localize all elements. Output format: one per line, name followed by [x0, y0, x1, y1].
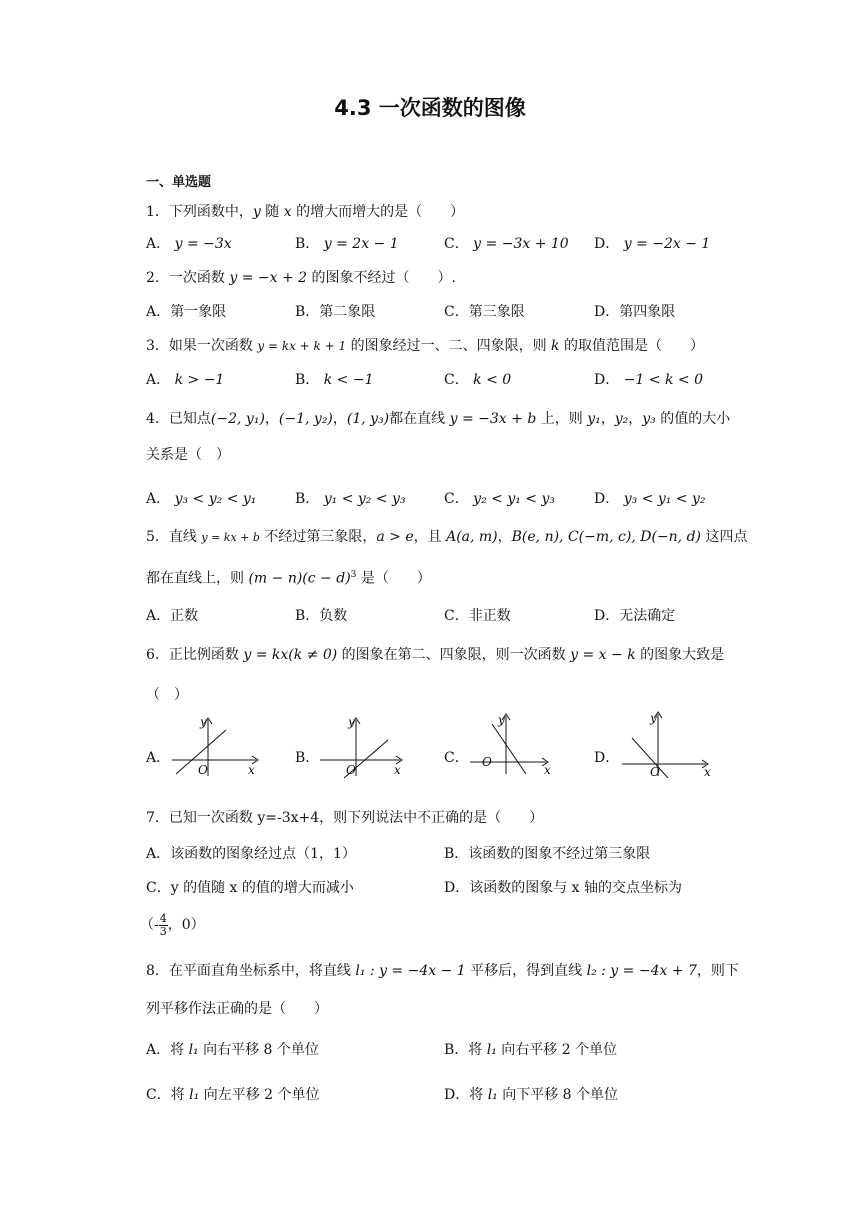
option-text: B．将: [444, 1042, 487, 1058]
q4-separator: ，: [600, 411, 615, 427]
q5-option-b[interactable]: B．负数: [295, 608, 348, 624]
q2-stem-text: 的图象不经过（ ）.: [307, 270, 456, 286]
q7-fraction: [159, 913, 168, 938]
q8-option-d[interactable]: [444, 1086, 618, 1104]
q6-stem-text: 6．正比例函数: [146, 647, 244, 663]
origin-label: O: [346, 763, 356, 777]
q5-condition: a > e: [376, 529, 414, 545]
q5-stem-text: 都在直线上，则: [146, 570, 249, 587]
q1-stem-text: 的增大而增大的是（ ）: [291, 204, 465, 220]
option-formula: k < 0: [473, 372, 512, 388]
q8-option-b[interactable]: [444, 1041, 617, 1059]
q1-var-x: x: [283, 204, 292, 220]
q5-stem-text: ，且: [413, 529, 447, 545]
option-label: B．: [295, 236, 320, 252]
option-formula: k > −1: [174, 372, 225, 388]
option-formula: y₃ < y₁ < y₂: [623, 491, 706, 507]
question-4-stem-line2: 关系是（ ）: [146, 447, 230, 463]
q8-option-a[interactable]: [146, 1041, 319, 1059]
q8-option-c[interactable]: [146, 1086, 320, 1104]
question-5-stem-line2: [146, 566, 431, 588]
q6-formula-2: y = x − k: [570, 647, 636, 663]
option-formula: y₃ < y₂ < y₁: [174, 491, 257, 507]
q6-option-d-label[interactable]: D．: [594, 750, 620, 766]
q6-stem-text: 的图象在第二、四象限，则一次函数: [337, 647, 571, 663]
axis-label-x: x: [394, 763, 401, 777]
option-label: A．: [146, 372, 171, 388]
option-label: D．: [594, 491, 620, 507]
q4-stem-text: 都在直线: [389, 411, 450, 427]
option-formula: y = 2x − 1: [323, 236, 399, 252]
axis-label-x: x: [704, 765, 711, 778]
graph-line: [492, 724, 526, 774]
option-text: 向右平移 2 个单位: [496, 1042, 618, 1058]
q2-option-c[interactable]: C．第三象限: [444, 304, 525, 320]
q7-option-a[interactable]: A．该函数的图象经过点（1，1）: [146, 846, 356, 862]
option-text: 向左平移 2 个单位: [199, 1087, 320, 1103]
origin-label: O: [482, 755, 492, 769]
q6-option-b-label[interactable]: B．: [295, 750, 320, 766]
axis-label-y: y: [498, 713, 505, 727]
q8-stem-text: 平移后，得到直线: [465, 963, 587, 979]
q5-option-a[interactable]: A．正数: [146, 608, 199, 624]
q6-graph-c[interactable]: [466, 710, 562, 776]
question-3-stem: [146, 337, 704, 355]
q4-option-b[interactable]: [295, 490, 406, 508]
q5-stem-text: 这四点: [701, 529, 748, 545]
q5-expression: (m − n)(c − d): [248, 570, 351, 587]
question-6-stem-line2: （ ）: [146, 687, 188, 703]
q3-stem-text: 的图象经过一、二、四象限，则: [346, 338, 552, 354]
q4-separator: ，: [264, 411, 279, 427]
q5-exponent: 3: [350, 570, 357, 580]
question-5-stem-line1: [146, 528, 747, 547]
question-2-stem: [146, 269, 456, 287]
q5-option-c[interactable]: C．非正数: [444, 608, 511, 624]
question-6-stem-line1: [146, 646, 724, 664]
axis-label-y: y: [200, 715, 207, 729]
option-label: D．: [594, 372, 620, 388]
q6-graph-b[interactable]: [316, 714, 412, 780]
q2-option-b[interactable]: B．第二象限: [295, 304, 376, 320]
q4-point-1: (−2, y₁): [210, 411, 265, 427]
option-formula: −1 < k < 0: [623, 372, 703, 388]
option-formula: k < −1: [323, 372, 374, 388]
q7-option-d[interactable]: D．该函数的图象与 x 轴的交点坐标为: [444, 880, 683, 896]
q3-option-d[interactable]: [594, 371, 703, 389]
q5-points: B(e, n), C(−m, c), D(−n, d): [511, 529, 701, 545]
q7-d-text: （-: [140, 917, 159, 933]
q4-option-c[interactable]: [444, 490, 555, 508]
q6-graph-d[interactable]: [618, 708, 718, 778]
q6-option-a-label[interactable]: A．: [146, 750, 171, 766]
fraction-denominator: 3: [159, 924, 167, 938]
q4-option-a[interactable]: [146, 490, 256, 508]
q3-stem-text: 3．如果一次函数: [146, 338, 258, 354]
option-line-label: l₁: [189, 1087, 200, 1103]
option-label: A．: [146, 236, 171, 252]
q4-separator: ，: [332, 411, 347, 427]
q7-option-d-continued: [140, 909, 205, 941]
axis-label-x: x: [248, 763, 255, 777]
option-formula: y = −2x − 1: [623, 236, 711, 252]
fraction-numerator: 4: [159, 911, 167, 925]
q5-stem-text: 5．直线: [146, 529, 202, 545]
option-text: 向右平移 8 个单位: [198, 1042, 319, 1058]
option-formula: y = −3x: [174, 236, 232, 252]
question-4-stem-line1: [146, 410, 730, 428]
q8-stem-text: 8．在平面直角坐标系中，将直线: [146, 963, 356, 979]
option-text: 向下平移 8 个单位: [497, 1087, 619, 1103]
q5-stem-text: ，: [497, 529, 512, 545]
q4-separator: ，: [628, 411, 643, 427]
option-line-label: l₁: [188, 1042, 199, 1058]
q8-line-l1: l₁ : y = −4x − 1: [355, 963, 466, 979]
q4-var-y1: y₁: [587, 411, 601, 427]
q5-stem-text: 是（ ）: [356, 570, 431, 587]
q1-option-b[interactable]: [295, 235, 399, 253]
q3-option-b[interactable]: [295, 371, 374, 389]
option-text: C．将: [146, 1087, 190, 1103]
option-text: A．将: [146, 1042, 189, 1058]
q6-formula-1: y = kx(k ≠ 0): [243, 647, 338, 663]
q4-stem-text: 上，则: [536, 411, 588, 427]
q2-stem-text: 2．一次函数: [146, 270, 230, 286]
q4-point-2: (−1, y₂): [278, 411, 333, 427]
q1-stem-text: 1．下列函数中，: [146, 204, 253, 220]
q3-var-k: k: [551, 338, 560, 354]
q7-option-c[interactable]: C．y 的值随 x 的值的增大而减小: [146, 880, 354, 896]
q6-stem-text: 的图象大致是: [635, 647, 725, 663]
q3-option-a[interactable]: [146, 371, 224, 389]
option-label: D．: [594, 236, 620, 252]
option-label: B．: [295, 491, 320, 507]
option-formula: y₂ < y₁ < y₃: [473, 491, 555, 507]
option-text: D．将: [444, 1087, 488, 1103]
q4-var-y3: y₃: [642, 411, 656, 427]
q7-option-b[interactable]: B．该函数的图象不经过第三象限: [444, 846, 651, 862]
q7-d-text: ，0）: [167, 917, 205, 933]
option-line-label: l₁: [487, 1087, 498, 1103]
question-8-stem-line2: 列平移作法正确的是（ ）: [146, 1001, 328, 1017]
q1-option-d[interactable]: [594, 235, 710, 253]
q5-formula: y = kx + b: [201, 531, 260, 544]
q4-var-y2: y₂: [614, 411, 629, 427]
q6-option-c-label[interactable]: C．: [444, 750, 469, 766]
q4-stem-text: 4．已知点: [146, 411, 211, 427]
axis-label-y: y: [650, 711, 657, 725]
option-label: C．: [444, 491, 469, 507]
q5-point-a: A(a, m): [446, 529, 498, 545]
q1-option-a[interactable]: [146, 235, 232, 253]
option-label: C．: [444, 372, 469, 388]
q4-point-3: (1, y₃): [346, 411, 390, 427]
q1-option-c[interactable]: [444, 235, 569, 253]
question-8-stem-line1: [146, 962, 739, 980]
option-formula: y₁ < y₂ < y₃: [323, 491, 406, 507]
q8-stem-text: ，则下: [696, 963, 739, 979]
q8-line-l2: l₂ : y = −4x + 7: [586, 963, 697, 979]
q1-stem-text: 随: [260, 204, 284, 220]
q2-option-d[interactable]: D．第四象限: [594, 304, 676, 320]
q3-option-c[interactable]: [444, 371, 511, 389]
q4-stem-text: 的值的大小: [655, 411, 731, 427]
question-7-stem: 7．已知一次函数 y=-3x+4，则下列说法中不正确的是（ ）: [146, 810, 544, 826]
q4-option-d[interactable]: [594, 490, 706, 508]
origin-label: O: [650, 765, 660, 778]
page-title: 4.3 一次函数的图像: [334, 96, 526, 120]
option-line-label: l₁: [486, 1042, 497, 1058]
origin-label: O: [198, 763, 208, 777]
option-label: C．: [444, 236, 469, 252]
question-1-stem: [146, 203, 464, 221]
axis-label-x: x: [544, 763, 551, 776]
q5-option-d[interactable]: D．无法确定: [594, 608, 676, 624]
q1-var-y: y: [252, 204, 261, 220]
q3-formula: y = kx + k + 1: [257, 339, 347, 353]
q5-stem-text: 不经过第三象限，: [259, 529, 377, 545]
q2-formula: y = −x + 2: [229, 270, 308, 286]
q6-graph-a[interactable]: [168, 714, 264, 780]
option-label: B．: [295, 372, 320, 388]
section-heading: 一、单选题: [146, 175, 212, 190]
q4-formula: y = −3x + b: [449, 411, 537, 427]
option-formula: y = −3x + 10: [473, 236, 569, 252]
q2-option-a[interactable]: A．第一象限: [146, 304, 227, 320]
q3-stem-text: 的取值范围是（ ）: [559, 338, 704, 354]
axis-label-y: y: [348, 715, 355, 729]
option-label: A．: [146, 491, 171, 507]
